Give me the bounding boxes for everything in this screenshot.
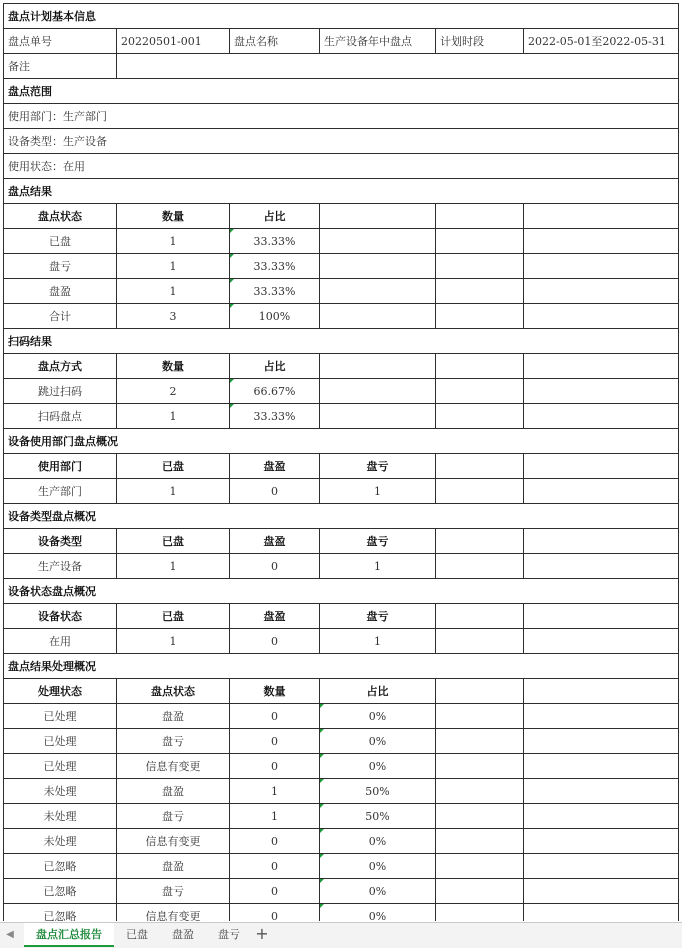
empty-cell[interactable] bbox=[436, 704, 524, 729]
data-cell[interactable]: 跳过扫码 bbox=[4, 379, 117, 404]
scope-row bbox=[4, 129, 679, 154]
empty-cell[interactable] bbox=[436, 204, 524, 229]
empty-cell[interactable] bbox=[320, 204, 436, 229]
data-cell[interactable]: 信息有变更 bbox=[117, 904, 230, 922]
table-row bbox=[4, 304, 679, 329]
column-header[interactable]: 盘点状态 bbox=[4, 204, 117, 229]
empty-cell[interactable] bbox=[436, 829, 524, 854]
empty-cell[interactable] bbox=[524, 204, 679, 229]
data-cell[interactable]: 3 bbox=[117, 304, 230, 329]
empty-cell[interactable] bbox=[524, 754, 679, 779]
column-header[interactable]: 数量 bbox=[117, 204, 230, 229]
empty-cell[interactable] bbox=[436, 729, 524, 754]
data-cell[interactable]: 信息有变更 bbox=[117, 754, 230, 779]
data-cell[interactable]: 0% bbox=[320, 904, 436, 922]
empty-cell[interactable] bbox=[524, 629, 679, 654]
column-header[interactable]: 盘亏 bbox=[320, 604, 436, 629]
empty-cell[interactable] bbox=[320, 254, 436, 279]
data-cell[interactable]: 66.67% bbox=[230, 379, 320, 404]
data-cell[interactable]: 0 bbox=[230, 729, 320, 754]
table-header-row bbox=[4, 204, 679, 229]
section-row bbox=[4, 504, 679, 529]
data-cell[interactable]: 0 bbox=[230, 879, 320, 904]
column-header[interactable]: 已盘 bbox=[117, 604, 230, 629]
column-header[interactable]: 占比 bbox=[230, 354, 320, 379]
column-header[interactable]: 设备状态 bbox=[4, 604, 117, 629]
empty-cell[interactable] bbox=[524, 254, 679, 279]
sheet-tab[interactable]: 盘亏 bbox=[218, 928, 240, 941]
data-cell[interactable]: 0 bbox=[230, 754, 320, 779]
column-header[interactable]: 占比 bbox=[230, 204, 320, 229]
sheet-tab[interactable]: 盘盈 bbox=[172, 928, 194, 941]
data-cell[interactable]: 1 bbox=[320, 479, 436, 504]
empty-cell[interactable] bbox=[436, 354, 524, 379]
column-header[interactable]: 数量 bbox=[230, 679, 320, 704]
data-cell[interactable]: 盘亏 bbox=[117, 729, 230, 754]
empty-cell[interactable] bbox=[524, 354, 679, 379]
data-cell[interactable]: 1 bbox=[320, 629, 436, 654]
table-row bbox=[4, 904, 679, 922]
table-row bbox=[4, 879, 679, 904]
sheet-tabs bbox=[24, 923, 272, 948]
data-cell[interactable]: 0% bbox=[320, 854, 436, 879]
data-cell[interactable]: 0 bbox=[230, 704, 320, 729]
empty-cell[interactable] bbox=[320, 229, 436, 254]
table-row bbox=[4, 379, 679, 404]
column-header[interactable]: 盘点状态 bbox=[117, 679, 230, 704]
data-cell[interactable]: 1 bbox=[230, 804, 320, 829]
empty-cell[interactable] bbox=[436, 279, 524, 304]
plus-icon[interactable]: + bbox=[255, 924, 269, 943]
column-header[interactable]: 盘亏 bbox=[320, 454, 436, 479]
table-row bbox=[4, 404, 679, 429]
empty-cell[interactable] bbox=[524, 779, 679, 804]
table-header-row bbox=[4, 679, 679, 704]
data-cell[interactable]: 1 bbox=[320, 554, 436, 579]
table-row bbox=[4, 704, 679, 729]
column-header[interactable]: 已盘 bbox=[117, 454, 230, 479]
section-row bbox=[4, 79, 679, 104]
empty-cell[interactable] bbox=[524, 704, 679, 729]
data-cell[interactable]: 已忽略 bbox=[4, 854, 117, 879]
report-grid bbox=[3, 3, 679, 921]
section-title[interactable]: 设备类型盘点概况 bbox=[4, 504, 679, 529]
empty-cell[interactable] bbox=[436, 304, 524, 329]
data-cell[interactable]: 在用 bbox=[4, 629, 117, 654]
table-row bbox=[4, 829, 679, 854]
sheet-tab[interactable]: 盘点汇总报告 bbox=[24, 923, 114, 947]
data-cell[interactable]: 1 bbox=[117, 479, 230, 504]
section-title[interactable]: 盘点范围 bbox=[4, 79, 679, 104]
empty-cell[interactable] bbox=[436, 554, 524, 579]
column-header[interactable]: 盘点方式 bbox=[4, 354, 117, 379]
period-label[interactable]: 计划时段 bbox=[436, 29, 524, 54]
section-row bbox=[4, 4, 679, 29]
empty-cell[interactable] bbox=[524, 529, 679, 554]
data-cell[interactable]: 0% bbox=[320, 754, 436, 779]
section-title[interactable]: 扫码结果 bbox=[4, 329, 679, 354]
data-cell[interactable]: 已处理 bbox=[4, 729, 117, 754]
data-cell[interactable]: 0 bbox=[230, 479, 320, 504]
empty-cell[interactable] bbox=[436, 404, 524, 429]
table-row bbox=[4, 779, 679, 804]
remark-label[interactable]: 备注 bbox=[4, 54, 117, 79]
sheet-tab[interactable]: 已盘 bbox=[126, 928, 148, 941]
order-no-value[interactable]: 20220501-001 bbox=[117, 29, 230, 54]
data-cell[interactable]: 0% bbox=[320, 704, 436, 729]
empty-cell[interactable] bbox=[524, 379, 679, 404]
empty-cell[interactable] bbox=[436, 604, 524, 629]
sheet-tab-bar bbox=[0, 922, 682, 948]
data-cell[interactable]: 已盘 bbox=[4, 229, 117, 254]
data-cell[interactable]: 合计 bbox=[4, 304, 117, 329]
data-cell[interactable]: 未处理 bbox=[4, 829, 117, 854]
empty-cell[interactable] bbox=[524, 304, 679, 329]
empty-cell[interactable] bbox=[524, 279, 679, 304]
empty-cell[interactable] bbox=[320, 304, 436, 329]
data-cell[interactable]: 已忽略 bbox=[4, 879, 117, 904]
section-title[interactable]: 设备状态盘点概况 bbox=[4, 579, 679, 604]
spreadsheet-area[interactable] bbox=[3, 3, 679, 921]
data-cell[interactable]: 扫码盘点 bbox=[4, 404, 117, 429]
empty-cell[interactable] bbox=[320, 404, 436, 429]
plan-info-row bbox=[4, 29, 679, 54]
data-cell[interactable]: 1 bbox=[117, 254, 230, 279]
data-cell[interactable]: 1 bbox=[117, 229, 230, 254]
data-cell[interactable]: 已忽略 bbox=[4, 904, 117, 922]
empty-cell[interactable] bbox=[436, 379, 524, 404]
data-cell[interactable]: 已处理 bbox=[4, 704, 117, 729]
scope-row bbox=[4, 104, 679, 129]
empty-cell[interactable] bbox=[524, 879, 679, 904]
data-cell[interactable]: 2 bbox=[117, 379, 230, 404]
column-header[interactable]: 占比 bbox=[320, 679, 436, 704]
chevron-left-icon[interactable]: ◀ bbox=[6, 929, 14, 940]
data-cell[interactable]: 50% bbox=[320, 804, 436, 829]
scope-status[interactable]: 使用状态：在用 bbox=[4, 154, 679, 179]
data-cell[interactable]: 33.33% bbox=[230, 404, 320, 429]
data-cell[interactable]: 0% bbox=[320, 879, 436, 904]
section-row bbox=[4, 429, 679, 454]
table-row bbox=[4, 279, 679, 304]
data-cell[interactable]: 33.33% bbox=[230, 254, 320, 279]
empty-cell[interactable] bbox=[524, 679, 679, 704]
table-row bbox=[4, 754, 679, 779]
empty-cell[interactable] bbox=[524, 454, 679, 479]
data-cell[interactable]: 1 bbox=[117, 629, 230, 654]
table-row bbox=[4, 629, 679, 654]
table-header-row bbox=[4, 454, 679, 479]
empty-cell[interactable] bbox=[436, 454, 524, 479]
table-header-row bbox=[4, 604, 679, 629]
empty-cell[interactable] bbox=[436, 904, 524, 922]
empty-cell[interactable] bbox=[436, 754, 524, 779]
empty-cell[interactable] bbox=[320, 379, 436, 404]
empty-cell[interactable] bbox=[436, 229, 524, 254]
table-row bbox=[4, 854, 679, 879]
section-row bbox=[4, 179, 679, 204]
data-cell[interactable]: 1 bbox=[230, 779, 320, 804]
table-header-row bbox=[4, 354, 679, 379]
empty-cell[interactable] bbox=[320, 354, 436, 379]
table-row bbox=[4, 804, 679, 829]
empty-cell[interactable] bbox=[436, 479, 524, 504]
section-title[interactable]: 盘点计划基本信息 bbox=[4, 4, 679, 29]
data-cell[interactable]: 0 bbox=[230, 904, 320, 922]
table-row bbox=[4, 479, 679, 504]
empty-cell[interactable] bbox=[524, 804, 679, 829]
table-row bbox=[4, 554, 679, 579]
empty-cell[interactable] bbox=[524, 729, 679, 754]
data-cell[interactable]: 盘盈 bbox=[117, 779, 230, 804]
data-cell[interactable]: 1 bbox=[117, 279, 230, 304]
data-cell[interactable]: 盘盈 bbox=[117, 854, 230, 879]
data-cell[interactable]: 未处理 bbox=[4, 804, 117, 829]
data-cell[interactable]: 50% bbox=[320, 779, 436, 804]
data-cell[interactable]: 盘盈 bbox=[4, 279, 117, 304]
data-cell[interactable]: 100% bbox=[230, 304, 320, 329]
empty-cell[interactable] bbox=[436, 679, 524, 704]
data-cell[interactable]: 1 bbox=[117, 554, 230, 579]
column-header[interactable]: 已盘 bbox=[117, 529, 230, 554]
data-cell[interactable]: 33.33% bbox=[230, 229, 320, 254]
data-cell[interactable]: 0 bbox=[230, 629, 320, 654]
empty-cell[interactable] bbox=[524, 479, 679, 504]
empty-cell[interactable] bbox=[436, 629, 524, 654]
section-row bbox=[4, 579, 679, 604]
data-cell[interactable]: 盘亏 bbox=[117, 804, 230, 829]
column-header[interactable]: 数量 bbox=[117, 354, 230, 379]
section-title[interactable]: 盘点结果处理概况 bbox=[4, 654, 679, 679]
empty-cell[interactable] bbox=[524, 604, 679, 629]
section-title[interactable]: 盘点结果 bbox=[4, 179, 679, 204]
empty-cell[interactable] bbox=[436, 254, 524, 279]
table-header-row bbox=[4, 529, 679, 554]
scope-dept[interactable]: 使用部门：生产部门 bbox=[4, 104, 679, 129]
data-cell[interactable]: 0 bbox=[230, 554, 320, 579]
column-header[interactable]: 盘盈 bbox=[230, 604, 320, 629]
empty-cell[interactable] bbox=[320, 279, 436, 304]
empty-cell[interactable] bbox=[524, 904, 679, 922]
empty-cell[interactable] bbox=[436, 804, 524, 829]
empty-cell[interactable] bbox=[436, 529, 524, 554]
data-cell[interactable]: 已处理 bbox=[4, 754, 117, 779]
data-cell[interactable]: 0% bbox=[320, 829, 436, 854]
empty-cell[interactable] bbox=[436, 879, 524, 904]
empty-cell[interactable] bbox=[436, 854, 524, 879]
column-header[interactable]: 盘盈 bbox=[230, 454, 320, 479]
empty-cell[interactable] bbox=[524, 854, 679, 879]
column-header[interactable]: 使用部门 bbox=[4, 454, 117, 479]
data-cell[interactable]: 盘亏 bbox=[117, 879, 230, 904]
plan-name-value[interactable]: 生产设备年中盘点 bbox=[320, 29, 436, 54]
data-cell[interactable]: 盘亏 bbox=[4, 254, 117, 279]
plan-name-label[interactable]: 盘点名称 bbox=[230, 29, 320, 54]
data-cell[interactable]: 33.33% bbox=[230, 279, 320, 304]
remark-row bbox=[4, 54, 679, 79]
empty-cell[interactable] bbox=[524, 229, 679, 254]
section-row bbox=[4, 654, 679, 679]
data-cell[interactable]: 信息有变更 bbox=[117, 829, 230, 854]
table-row bbox=[4, 729, 679, 754]
data-cell[interactable]: 生产设备 bbox=[4, 554, 117, 579]
column-header[interactable]: 设备类型 bbox=[4, 529, 117, 554]
data-cell[interactable]: 1 bbox=[117, 404, 230, 429]
column-header[interactable]: 盘盈 bbox=[230, 529, 320, 554]
column-header[interactable]: 盘亏 bbox=[320, 529, 436, 554]
scope-type[interactable]: 设备类型：生产设备 bbox=[4, 129, 679, 154]
data-cell[interactable]: 生产部门 bbox=[4, 479, 117, 504]
empty-cell[interactable] bbox=[436, 779, 524, 804]
empty-cell[interactable] bbox=[524, 829, 679, 854]
data-cell[interactable]: 未处理 bbox=[4, 779, 117, 804]
scope-row bbox=[4, 154, 679, 179]
data-cell[interactable]: 盘盈 bbox=[117, 704, 230, 729]
section-title[interactable]: 设备使用部门盘点概况 bbox=[4, 429, 679, 454]
section-row bbox=[4, 329, 679, 354]
data-cell[interactable]: 0 bbox=[230, 829, 320, 854]
period-value[interactable]: 2022-05-01至2022-05-31 bbox=[524, 29, 679, 54]
table-row bbox=[4, 229, 679, 254]
empty-cell[interactable] bbox=[524, 404, 679, 429]
empty-cell[interactable] bbox=[524, 554, 679, 579]
remark-value[interactable] bbox=[117, 54, 679, 79]
data-cell[interactable]: 0% bbox=[320, 729, 436, 754]
data-cell[interactable]: 0 bbox=[230, 854, 320, 879]
column-header[interactable]: 处理状态 bbox=[4, 679, 117, 704]
table-row bbox=[4, 254, 679, 279]
order-no-label[interactable]: 盘点单号 bbox=[4, 29, 117, 54]
